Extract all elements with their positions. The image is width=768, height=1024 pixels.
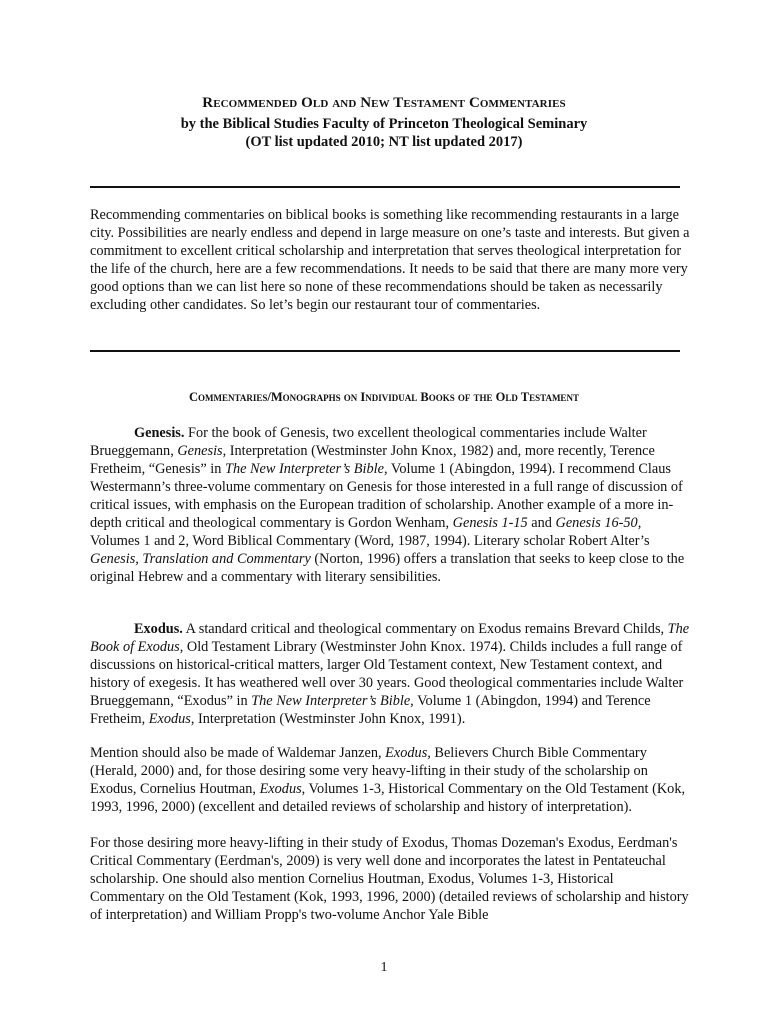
exodus-text: , Old Testament Library (Westminster John Knox. 1974). Childs includes a full range of discussions on historical-critical matters, larger Old Testament context, New Testament context, and history of exegesis. It has weathered well over 30 years. Good theological commentaries include Walter Brueggemann, “Exodus” in	[90, 639, 684, 709]
exodus-label: Exodus.	[134, 621, 183, 637]
exodus-text: A standard critical and theological commentary on Exodus remains Brevard Childs,	[182, 621, 668, 637]
top-divider	[90, 186, 680, 188]
genesis-text: , Interpretation (Westminster John Knox, 1982) and, more recently, Terence Fretheim, “Genesis” in	[90, 443, 655, 477]
exodus-paragraph	[90, 620, 690, 728]
mention-paragraph	[90, 744, 690, 816]
document-title: Recommended Old and New Testament Commentaries	[202, 95, 566, 111]
genesis-text: (Norton, 1996) offers a translation that seeks to keep close to the original Hebrew and a commentary with literary sensibilities.	[90, 551, 685, 585]
dozeman-paragraph: For those desiring more heavy-lifting in their study of Exodus, Thomas Dozeman's Exodus, Eerdman's Critical Commentary (Eerdman's, 2009) is very well done and incorporates the latest in Pentateuchal scholarship. One should also mention Cornelius Houtman, Exodus, Volumes 1-3, Historical Commentary on the Old Testament (Kok, 1993, 1996, 2000) (detailed reviews of scholarship and history of interpretation) and William Propp's two-volume Anchor Yale Bible	[90, 835, 689, 923]
exodus-title-ref: Exodus	[148, 711, 191, 727]
bottom-divider	[90, 350, 680, 352]
genesis-title-ref: Genesis	[177, 443, 223, 459]
genesis-label: Genesis.	[134, 425, 185, 441]
mention-text: Mention should also be made of Waldemar Janzen,	[90, 745, 386, 761]
section-heading: Commentaries/Monographs on Individual Books of the Old Testament	[189, 390, 579, 404]
genesis-title-ref: Genesis 1-15	[452, 515, 528, 531]
genesis-title-ref: Genesis, Translation and Commentary	[90, 551, 311, 567]
document-byline: by the Biblical Studies Faculty of Princeton Theological Seminary	[180, 116, 588, 132]
exodus-title-ref: The New Interpreter’s Bible,	[251, 693, 414, 709]
exodus-title-ref: The Book of Exodus	[90, 621, 690, 655]
genesis-paragraph	[90, 424, 690, 586]
exodus-text: , Interpretation (Westminster John Knox, 1991).	[190, 711, 466, 727]
mention-title-ref: Exodus	[259, 781, 302, 797]
genesis-text: Volumes 1 and 2, Word Biblical Commentary (Word, 1987, 1994). Literary scholar Robert Alter’s	[90, 533, 650, 549]
page-number: 1	[380, 960, 388, 975]
mention-title-ref: Exodus,	[385, 745, 431, 761]
mention-text: , Volumes 1-3, Historical Commentary on the Old Testament (Kok, 1993, 1996, 2000) (excellent and detailed reviews of scholarship and history of interpretation).	[90, 781, 686, 815]
mention-text: Believers Church Bible Commentary (Herald, 2000) and, for those desiring some very heavy-lifting in their study of the scholarship on Exodus, Cornelius Houtman,	[90, 745, 648, 797]
genesis-title-ref: Genesis 16-50,	[555, 515, 642, 531]
genesis-text: and	[527, 515, 556, 531]
update-note: (OT list updated 2010; NT list updated 2017)	[245, 134, 523, 150]
intro-paragraph: Recommending commentaries on biblical books is something like recommending restaurants in a large city. Possibilities are nearly endless and depend in large measure on one’s taste and interests. But given a commitment to excellent critical scholarship and interpretation that serves theological interpretation for the life of the church, here are a few recommendations. It needs to be said that there are many more very good options than we can list here so none of these recommendations should be taken as necessarily excluding other candidates. So let’s begin our restaurant tour of commentaries.	[90, 207, 690, 313]
exodus-text: Volume 1 (Abingdon, 1994) and Terence Fretheim,	[90, 693, 651, 727]
genesis-text: For the book of Genesis, two excellent theological commentaries include Walter Brueggemann,	[90, 425, 647, 459]
genesis-text: , Volume 1 (Abingdon, 1994). I recommend Claus Westermann’s three-volume commentary on Genesis for those interested in a full range of discussion of critical issues, with emphasis on the European tradition of scholarship. Another example of a more in-depth critical and theological commentary is Gordon Wenham,	[90, 461, 683, 531]
genesis-title-ref: The New Interpreter’s Bible	[225, 461, 384, 477]
